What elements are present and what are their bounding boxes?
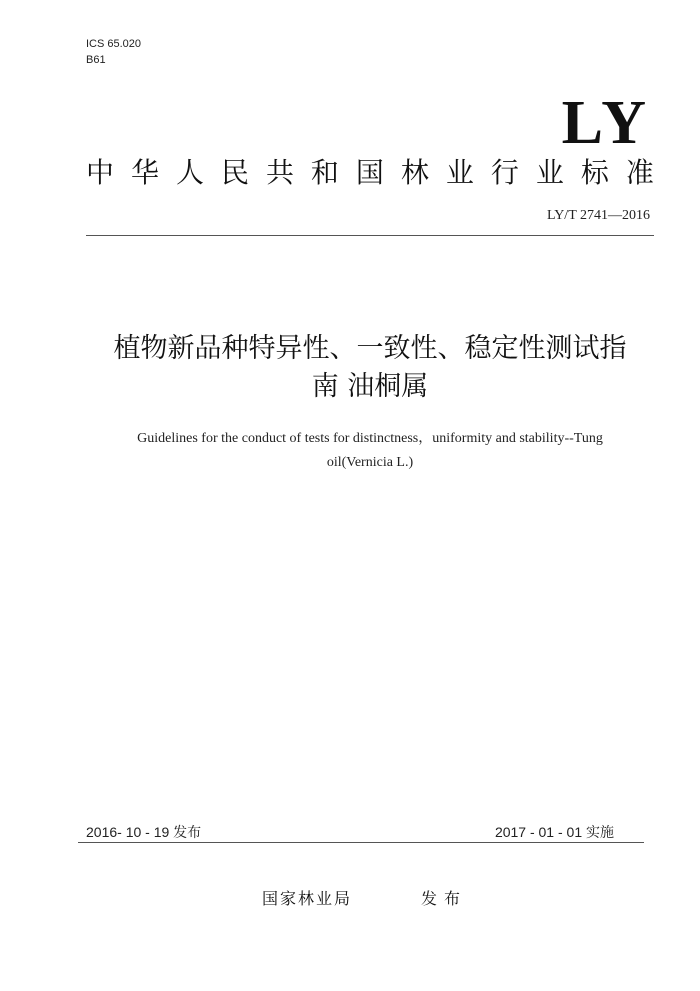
- industry-char: 准: [625, 156, 654, 189]
- header-divider: [86, 235, 654, 236]
- publish-label: 发布: [421, 889, 468, 908]
- industry-char: 中: [86, 156, 115, 189]
- classification-block: [86, 36, 141, 68]
- english-title-line-2: oil(Vernicia L.): [326, 455, 414, 470]
- chinese-title-line-2: 南 油桐属: [311, 371, 429, 402]
- industry-char: 华: [130, 156, 159, 189]
- ly-logo: LY: [561, 89, 650, 157]
- industry-standard-title: [86, 156, 654, 190]
- chinese-title-line-1: 植物新品种特异性、一致性、稳定性测试指: [113, 333, 627, 364]
- industry-char: 林: [400, 156, 429, 189]
- english-title: [60, 427, 680, 475]
- publisher-name: 国家林业局: [262, 889, 353, 908]
- industry-char: 共: [265, 156, 294, 189]
- implementation-date: 2017 - 01 - 01 实施: [494, 824, 614, 840]
- industry-char: 行: [490, 156, 519, 189]
- industry-char: 和: [310, 156, 339, 189]
- ccs-code: B61: [86, 54, 106, 66]
- ics-code: ICS 65.020: [86, 38, 142, 50]
- industry-char: 国: [355, 156, 384, 189]
- industry-char: 民: [220, 156, 249, 189]
- industry-char: 业: [445, 156, 474, 189]
- footer-divider: [78, 842, 644, 843]
- english-title-line-1: Guidelines for the conduct of tests for distinctness，uniformity and stability--Tung: [137, 431, 603, 446]
- issue-date: 2016- 10 - 19 发布: [86, 824, 202, 840]
- standard-code: LY/T 2741—2016: [547, 208, 650, 223]
- industry-char: 标: [580, 156, 609, 189]
- industry-char: 业: [535, 156, 564, 189]
- chinese-title: [70, 330, 670, 406]
- industry-char: 人: [175, 156, 204, 189]
